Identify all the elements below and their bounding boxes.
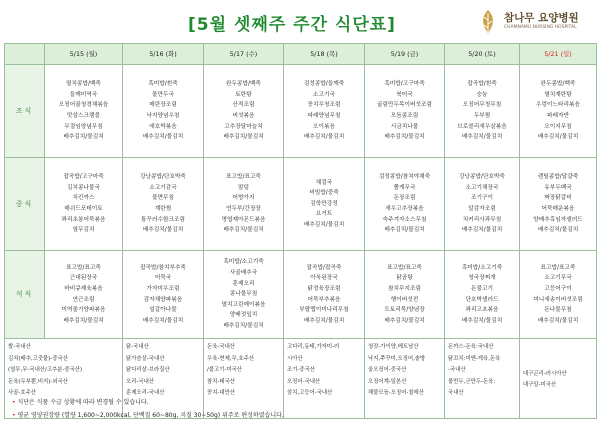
dish-item: 아욱된장국 <box>310 275 338 282</box>
dish-item: 배추김치/물김치 <box>461 227 503 234</box>
day-header-row <box>5 44 597 65</box>
meal-row-breakfast <box>5 65 597 158</box>
day-header: 5/18 (목) <box>284 44 365 65</box>
origin-line: -국내산 <box>448 367 466 373</box>
dish-item: 잡곡밥/고구마죽 <box>63 174 104 181</box>
day-header-sunday: 5/21 (일) <box>520 44 597 65</box>
menu-cell <box>284 158 365 251</box>
dish-item: 맛살스크램블 <box>67 113 100 119</box>
dish-item: 표고밥/표고죽 <box>387 264 422 271</box>
dish-item: 유부두백국 <box>544 184 572 191</box>
dish-item: 물만두국 <box>152 91 174 98</box>
dish-item: 흑미밥/흰죽 <box>148 81 178 88</box>
dish-item: 메란장조림 <box>149 102 177 109</box>
dish-item: 새우고추장볶음 <box>385 206 424 212</box>
origin-line: 쌀-국내산 <box>8 344 31 350</box>
dish-item: 배추김치/물김치 <box>384 227 425 234</box>
dish-item: 감자채양파볶음 <box>143 296 183 303</box>
origin-cell <box>5 339 123 419</box>
dish-item: 소고기감국 <box>149 184 177 191</box>
dish-item: 강낭콩밥/단호박죽 <box>459 174 505 181</box>
dish-item: 매쉬드포테이토 <box>64 206 103 212</box>
dish-item: 명엽제아몬드볶음 <box>221 216 266 223</box>
day-header: 5/15 (월) <box>45 44 123 65</box>
menu-cell <box>123 251 204 339</box>
dish-item: 부랄맵이미나리무침 <box>299 307 349 314</box>
dish-item: 통꾸러수함크조림 <box>141 216 185 223</box>
origin-line: 사골-호주산 <box>8 390 36 396</box>
dish-item: 채걸국 <box>315 179 333 186</box>
dish-item: 흑미밥/소고기죽 <box>223 259 264 266</box>
dish-item: 배추김치/물김치 <box>303 221 345 228</box>
menu-cell <box>204 65 284 158</box>
dish-item: 배추김치/물김치 <box>537 227 579 234</box>
dish-item: 참치무지조림 <box>388 285 421 292</box>
dish-item: 굴림만두목이버섯조림 <box>377 102 432 109</box>
menu-cell <box>365 158 445 251</box>
page-title <box>146 8 438 36</box>
origin-line: 고다리,동태,가자미-러 <box>287 344 340 350</box>
dish-item: 시금치나물 <box>390 123 419 130</box>
origin-line: 대구곤리-러시아산 <box>523 370 567 377</box>
meal-row-dinner <box>5 251 597 339</box>
menu-cell <box>365 65 445 158</box>
menu-cell <box>365 251 445 339</box>
dish-item: 배추김치/물김치 <box>384 134 425 141</box>
dish-item: 불면무침 <box>152 195 174 202</box>
title-text: [5월 셋째주 주간 식단표] <box>188 14 396 35</box>
day-header: 5/17 (수) <box>204 44 284 65</box>
dish-item: 어묵국 <box>154 275 172 282</box>
dish-item: 산적조림 <box>232 102 255 109</box>
origin-line: 해물모듬-오징어-칠레산 <box>368 390 424 396</box>
dish-item: 배추김치/물김치 <box>461 317 503 324</box>
dish-item: 꽁치무청조림 <box>307 102 341 109</box>
dish-item: 소고기무국 <box>544 275 572 282</box>
dish-item: 검정콩밥/들깨죽 <box>303 81 345 88</box>
dish-item: 김학만강정 <box>310 200 338 207</box>
dish-item: 열무김치 <box>72 227 95 234</box>
origin-line: 돈육-국내산 <box>207 344 235 350</box>
dish-item: 잡곡밥/잡곡죽 <box>306 264 342 271</box>
dish-item: 완두콩밥/백죽 <box>540 81 576 88</box>
dish-item: 돈장조림 <box>393 195 416 202</box>
dish-item: 돈나물무침 <box>544 307 572 314</box>
origin-line: 김치(배추,고춧물)-중국산 <box>8 355 68 362</box>
dish-item: 멸치콩밥/백죽 <box>66 81 101 88</box>
menu-cell <box>284 251 365 339</box>
origin-line: 참치-태국산 <box>207 378 235 385</box>
dish-item: 비빔밥/중죽 <box>309 190 339 197</box>
meal-label: 중식 <box>5 158 45 251</box>
menu-cell <box>123 158 204 251</box>
dish-item: 배추김치/물김치 <box>223 227 264 234</box>
header <box>0 0 600 44</box>
dish-item: 애호박볶음 <box>149 123 177 130</box>
corner-cell <box>5 44 45 65</box>
hospital-logo <box>476 6 598 40</box>
dish-item: 토란탕 <box>235 91 252 98</box>
dish-item: 파래자반 <box>547 113 569 119</box>
dish-item: 가자미우조림 <box>146 285 180 292</box>
dish-item: 행이버섯전 <box>390 296 419 303</box>
dish-item: 얼갈아나물 <box>149 307 177 314</box>
dish-item: 어묵부추볶음 <box>307 296 341 303</box>
dish-item: 고추장달마늘치 <box>224 123 263 130</box>
dish-item: 배추김치/물김치 <box>63 317 104 324</box>
dish-item: 닭곰탕 <box>396 275 413 282</box>
dish-item: 흑미밥/소고기죽 <box>461 264 503 271</box>
dish-item: 조기구이 <box>471 195 493 202</box>
menu-cell <box>45 158 123 251</box>
menu-cell <box>284 65 365 158</box>
origin-row <box>5 339 597 419</box>
origin-line: 꽁치-대만산 <box>207 390 235 396</box>
dish-item: 배추김치/물김치 <box>142 134 184 141</box>
dish-item: 완두콩밥/백죽 <box>226 81 261 88</box>
origin-line: 국내산 <box>448 390 464 396</box>
dish-item: 잡곡밥/흰죽 <box>467 81 497 88</box>
dish-item: 모듬콩조림 <box>390 113 419 119</box>
dish-item: 배추김치/물김치 <box>384 317 425 324</box>
dish-item: 오이지무침 <box>544 123 572 130</box>
menu-cell <box>445 158 520 251</box>
origin-line: 조기-중국산 <box>287 367 315 373</box>
footnote <box>12 410 284 419</box>
dish-item: 들깨미역국 <box>69 91 98 98</box>
origin-line: 삼치,고등어-국내산 <box>287 390 333 396</box>
dish-item: 오징어꿀청경채볶음 <box>58 102 109 109</box>
origin-line: 닭가슴살-국내산 <box>126 355 165 362</box>
dish-item: 두부찜 <box>473 113 491 119</box>
dish-item: 배추김치/물김치 <box>63 134 104 141</box>
dish-item: 배추김치/물김치 <box>142 317 184 324</box>
origin-line: 우육-현제,무,호주산 <box>207 355 255 362</box>
origin-cell <box>204 339 284 419</box>
dish-item: 닭정육장조림 <box>307 285 341 292</box>
menu-cell <box>204 251 284 339</box>
menu-table <box>4 43 597 419</box>
origin-line: 닭-국내산 <box>126 344 149 350</box>
origin-cell <box>284 339 365 419</box>
dish-item: 미역줄기양파볶음 <box>61 307 106 314</box>
dish-item: 계란찜 <box>154 206 172 212</box>
menu-cell <box>445 251 520 339</box>
dish-item: 사골배추국 <box>229 270 258 277</box>
dish-item: 치커리사과무침 <box>462 216 502 223</box>
origin-cell <box>520 339 597 419</box>
dish-item: 어묵매운볶음 <box>541 206 575 212</box>
day-header: 5/16 (화) <box>123 44 204 65</box>
meal-label: 석식 <box>5 251 45 339</box>
dish-item: 말덩 <box>238 184 249 191</box>
dish-item: 훈제오리 <box>232 280 255 287</box>
menu-cell <box>520 251 597 339</box>
dish-item: 버섯볶음 <box>232 113 255 119</box>
origin-line: 돈육(두부뿐,비지)-외국산 <box>8 378 68 385</box>
footnote-text: 식단은 식품 수급 상황에 따라 변경될 수 있습니다. <box>17 399 149 406</box>
dish-item: 배추김치/물김치 <box>223 134 264 141</box>
origin-line: /불고기-미국산 <box>207 367 243 373</box>
menu-cell <box>445 65 520 158</box>
origin-line: 물만두,군만두-돈육: <box>448 378 496 385</box>
origin-cell <box>365 339 445 419</box>
dish-item: 멸치고린메이볶음 <box>221 301 266 308</box>
dish-item: 어향가지 <box>232 195 255 202</box>
dish-item: 무절임양념무침 <box>64 123 103 130</box>
dish-item: 멸치계란탕 <box>544 91 572 98</box>
dish-item: 표고밥/표고죽 <box>226 174 261 181</box>
dish-item: 꽈리고초볶음 <box>465 307 499 314</box>
origin-cell <box>445 339 520 419</box>
dish-item: 오징어무청무침 <box>462 102 502 109</box>
meal-row-lunch <box>5 158 597 251</box>
origin-line: 시아산 <box>287 355 303 362</box>
origin-line: 훈제오리-국내산 <box>126 390 165 396</box>
dish-item: 표고밥/표고죽 <box>66 264 101 271</box>
footnote-text: 평균 영양권장량 (열량 1,600~2,000kcal, 단백질 60~80g, 지질 30~50g) 위주로 편성하였습니다. <box>17 412 284 419</box>
dish-item: 고등어구이 <box>544 285 572 292</box>
origin-line: 울오징어-중국산 <box>368 367 407 373</box>
dish-item: 도토리묵/양념장 <box>384 307 425 314</box>
dish-item: 양배젓잎치 <box>229 312 258 319</box>
footnote <box>12 397 149 406</box>
dish-item: 배추김치/물김치 <box>537 317 579 324</box>
dish-item: 배추김치/물김치 <box>142 227 184 234</box>
menu-cell <box>45 65 123 158</box>
dish-item: 흑미밥/고구마죽 <box>384 81 425 88</box>
dish-item: 강낭콩밥/단호박죽 <box>140 174 186 181</box>
dish-item: 연근조림 <box>72 296 95 303</box>
dish-item: 북어국 <box>396 91 413 98</box>
origin-line: 오리-국내산 <box>126 378 154 385</box>
dish-item: 연두부/간장장 <box>226 206 261 212</box>
dish-item: 배추김치/물김치 <box>461 134 503 141</box>
dish-item: 표고밥/표고죽 <box>540 264 576 271</box>
bullet-icon: • <box>12 399 18 406</box>
dish-item: 배추김치/물김치 <box>223 322 264 329</box>
menu-cell <box>520 158 597 251</box>
dish-item: 우렁이느타리볶음 <box>536 102 580 109</box>
origin-line: (열무,무-국내산/고추분-중국산) <box>8 367 83 373</box>
origin-line: 오징어계-일본산 <box>368 378 407 385</box>
dish-item: 낙지양념우침 <box>146 113 180 119</box>
hospital-subtitle: CHAMNAMU NURSING HOSPITAL <box>504 25 577 30</box>
day-header: 5/19 (금) <box>365 44 445 65</box>
origin-cell <box>123 339 204 419</box>
menu-cell <box>123 65 204 158</box>
dish-item: 파래양념무침 <box>307 113 341 119</box>
dish-item: 짜장닭갈비 <box>544 195 572 202</box>
dish-item: 브로콜리새우살볶음 <box>457 123 507 130</box>
dish-item: 요거트 <box>315 211 333 218</box>
hospital-name: 참나무 요양병원 <box>504 12 579 24</box>
dish-item: 근대된장국 <box>69 275 98 282</box>
menu-cell <box>520 65 597 158</box>
dish-item: 숭늉 <box>476 91 488 98</box>
dish-item: 렌틸콩밥/달걀죽 <box>537 174 579 181</box>
dish-item: 검정콩밥/참치야채죽 <box>378 174 431 181</box>
meal-label: 조식 <box>5 65 45 158</box>
origin-line: 오징어-국내산 <box>287 378 321 385</box>
leaf-logo-icon <box>476 8 500 36</box>
dish-item: 콩나물무침 <box>229 291 258 298</box>
origin-line: 대구알-미국산 <box>523 382 557 388</box>
origin-line: 청잣-가이양,베트남산 <box>368 344 419 350</box>
origin-line: 돈까스-돈육:국내산 <box>448 344 494 350</box>
origin-line: 닭다리살-브라질산 <box>126 367 170 373</box>
dish-item: 잡곡밥/참치부추죽 <box>140 264 186 271</box>
dish-item: 배추김치/물김치 <box>303 317 345 324</box>
dish-item: 양배추흑임자샐러드 <box>533 216 583 223</box>
dish-item: 숙주겨자소스무침 <box>382 216 427 223</box>
origin-line: 낙지,쭈꾸미,오징어,솔방 <box>368 355 426 362</box>
menu-cell <box>45 251 123 339</box>
dish-item: 김치콩나물국 <box>67 184 100 191</box>
dish-item: 알감자조림 <box>468 206 496 212</box>
dish-item: 소고기국 <box>313 91 335 98</box>
dish-item: 오이볶음 <box>313 123 335 130</box>
dish-item: 돈불고기 <box>471 285 493 292</box>
bullet-icon: • <box>12 412 18 419</box>
dish-item: 꽈리초봉어묵볶음 <box>61 216 106 223</box>
dish-item: 단호박샐러드 <box>465 296 499 303</box>
dish-item: 바비큐제육볶음 <box>64 285 103 292</box>
dish-item: 배추김치/물김치 <box>303 134 345 141</box>
dish-item: 소고기채장국 <box>465 184 499 191</box>
origin-line: 닭꼬치:미앤-게육,돈육 <box>448 355 501 362</box>
dish-item: 배추김치/물김치 <box>537 134 579 141</box>
dish-item: 쫄게무국 <box>393 184 416 191</box>
day-header: 5/20 (토) <box>445 44 520 65</box>
dish-item: 치킨까스 <box>72 195 95 202</box>
menu-cell <box>204 158 284 251</box>
dish-item: 청국장찌개 <box>468 275 496 282</box>
dish-item: 미니새송이버섯조림 <box>533 296 583 303</box>
